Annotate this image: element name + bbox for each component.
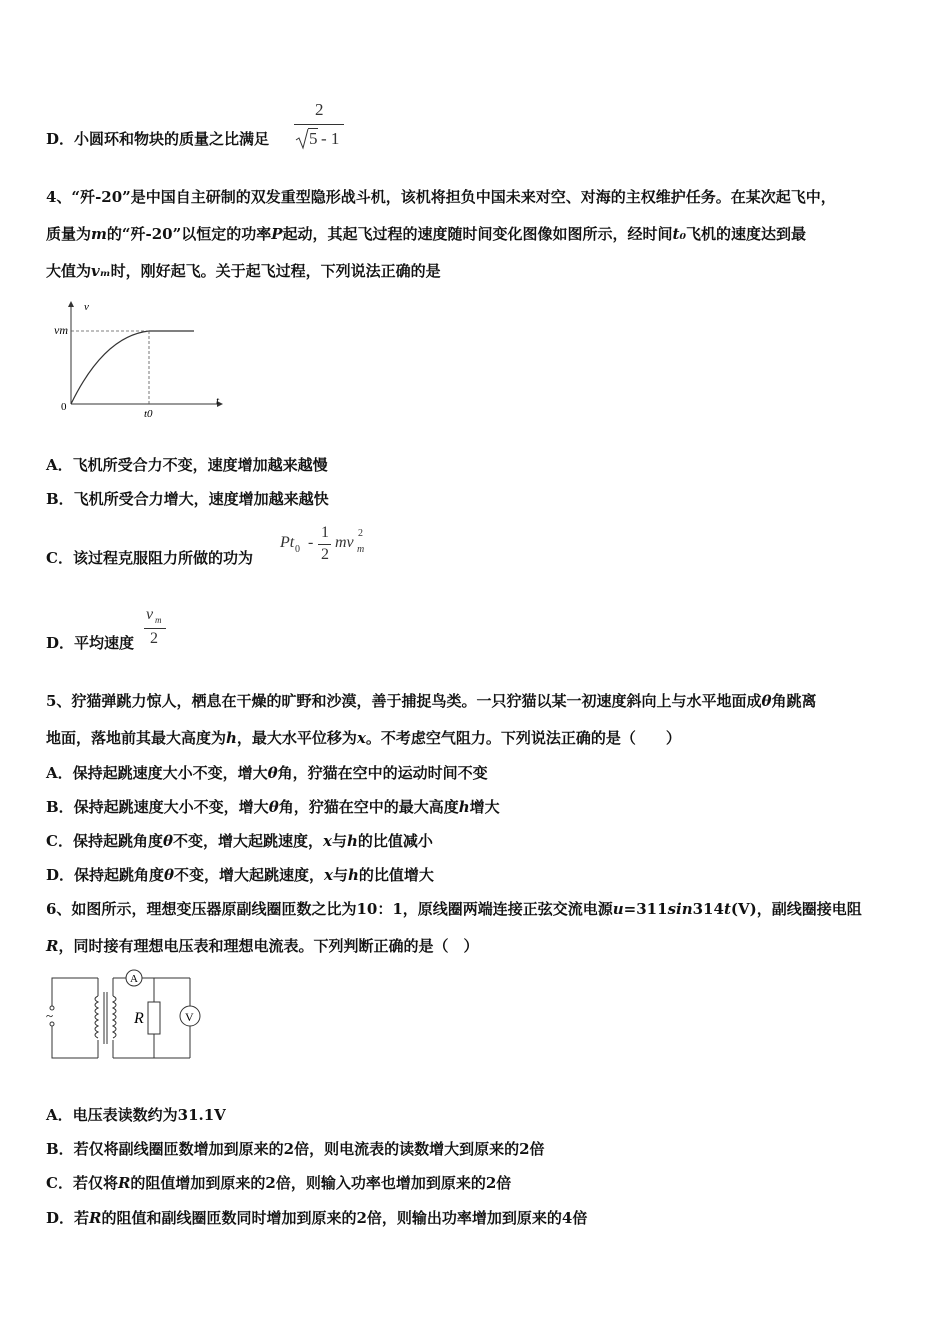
- graph-y-label: v: [84, 301, 89, 313]
- var-h: h: [226, 729, 237, 747]
- formula-v: v: [146, 606, 154, 623]
- text: 地面，落地前其最大高度为: [46, 729, 227, 747]
- var-u: u: [612, 900, 624, 918]
- var-sin: sin: [667, 900, 693, 918]
- ac-source-label: ~: [46, 1008, 54, 1023]
- q4-option-c: [46, 547, 253, 568]
- q6-option-b: [46, 1138, 545, 1159]
- var-vm: vₘ: [91, 262, 111, 280]
- var-x: x: [324, 866, 333, 884]
- text: 与: [331, 832, 347, 850]
- graph-x-label: t: [216, 395, 220, 407]
- text: 314: [692, 900, 724, 918]
- text: 与: [333, 866, 349, 884]
- q6-stem-line2: [46, 935, 478, 956]
- text: 不变，增大起跳速度，: [172, 832, 323, 850]
- text: 角，狞猫在空中的最大高度: [278, 798, 459, 816]
- ammeter-label: A: [130, 973, 138, 985]
- text: A．电压表读数约为31.1V: [46, 1106, 226, 1124]
- text: 5、狞猫弹跳力惊人，栖息在干燥的旷野和沙漠，善于捕捉鸟类。一只狞猫以某一初速度斜向上与水平地面成: [46, 692, 762, 710]
- text: D．若: [46, 1209, 90, 1227]
- text: 增大: [469, 798, 500, 816]
- formula-den: 2: [150, 630, 158, 647]
- var-x: x: [322, 832, 332, 850]
- formula-num: 1: [321, 524, 329, 541]
- q6-option-c: [46, 1172, 511, 1193]
- q5-option-a: [46, 762, 488, 783]
- q4-option-a: [46, 454, 328, 475]
- var-r: R: [117, 1174, 131, 1192]
- formula-v-sub: m: [155, 615, 162, 625]
- text: ，同时接有理想电压表和理想电流表。下列判断正确的是（ ）: [58, 937, 479, 955]
- var-m: m: [91, 225, 107, 243]
- secondary-coil: [113, 996, 116, 1038]
- text: A．飞机所受合力不变，速度增加越来越慢: [46, 456, 328, 474]
- var-h: h: [348, 866, 359, 884]
- q3-option-d: [46, 128, 269, 149]
- var-theta: θ: [162, 832, 173, 850]
- text: 飞机的速度达到最: [686, 225, 807, 243]
- q3-option-d-text: D．小圆环和物块的质量之比满足: [46, 130, 270, 148]
- q4-option-d: [46, 632, 134, 653]
- q4-stem-line2: [46, 223, 806, 244]
- q5-option-c: [46, 830, 433, 851]
- text: 。不考虑空气阻力。下列说法正确的是（ ）: [365, 729, 681, 747]
- var-theta: θ: [267, 764, 278, 782]
- transformer-circuit: [40, 966, 210, 1066]
- formula-mv: mv: [335, 534, 354, 551]
- text: B．飞机所受合力增大，速度增加越来越快: [46, 490, 329, 508]
- text: C．保持起跳角度: [46, 832, 163, 850]
- text: 6、如图所示，理想变压器原副线圈匝数之比为10：1，原线圈两端连接正弦交流电源: [46, 900, 613, 918]
- formula-sub-m: m: [357, 544, 365, 555]
- q5-option-b: [46, 796, 500, 817]
- text: 不变，增大起跳速度，: [174, 866, 325, 884]
- graph-t0-label: t0: [144, 408, 153, 420]
- var-r: R: [46, 937, 59, 955]
- text: 的比值增大: [358, 866, 434, 884]
- formula-den: 2: [321, 546, 329, 563]
- q5-stem-line1: [46, 690, 816, 711]
- resistor-symbol: [148, 1002, 160, 1034]
- var-p: P: [271, 225, 283, 243]
- formula-sub0: 0: [295, 544, 300, 555]
- q4-option-c-formula: [280, 524, 380, 570]
- formula-pt: Pt: [280, 534, 295, 551]
- text: 的阻值增加到原来的2倍，则输入功率也增加到原来的2倍: [130, 1174, 512, 1192]
- var-h: h: [458, 798, 470, 816]
- q4-stem-text: 4、“歼-20”是中国自主研制的双发重型隐形战斗机，该机将担负中国未来对空、对海的主权维护任务。在某次起飞中，: [46, 188, 836, 206]
- var-x: x: [356, 729, 366, 747]
- var-theta: θ: [268, 798, 279, 816]
- var-theta: θ: [761, 692, 772, 710]
- formula-minus: -: [308, 534, 314, 551]
- formula-sup: 2: [358, 528, 363, 539]
- var-t0: t₀: [672, 225, 687, 243]
- primary-wire-top: [52, 978, 98, 1006]
- voltmeter-label: V: [185, 1010, 194, 1024]
- graph-vm-label: vm: [54, 323, 68, 337]
- text: C．该过程克服阻力所做的功为: [46, 549, 253, 567]
- text: B．若仅将副线圈匝数增加到原来的2倍，则电流表的读数增大到原来的2倍: [46, 1140, 545, 1158]
- graph-curve: [71, 331, 149, 404]
- q6-option-a: [46, 1104, 226, 1125]
- var-t: t: [723, 900, 731, 918]
- text: 角跳离: [771, 692, 817, 710]
- q4-option-b: [46, 488, 329, 509]
- formula-numerator: 2: [315, 100, 324, 119]
- text: A．保持起跳速度大小不变，增大: [46, 764, 268, 782]
- graph-origin-label: 0: [61, 401, 67, 413]
- primary-coil: [95, 996, 98, 1038]
- text: (V): [730, 900, 757, 918]
- q3-option-d-formula: [294, 100, 354, 150]
- text: ，副线圈接电阻: [756, 900, 862, 918]
- radical-sign: [295, 128, 309, 150]
- resistor-label: R: [134, 1010, 144, 1027]
- q5-stem-line2: [46, 727, 681, 748]
- text: C．若仅将: [46, 1174, 118, 1192]
- q4-stem-line1: [46, 186, 836, 207]
- text: =311: [623, 900, 668, 918]
- text: 的比值减小: [357, 832, 433, 850]
- formula-radicand: 5: [309, 129, 318, 148]
- primary-wire-bottom: [52, 1026, 98, 1058]
- var-h: h: [346, 832, 358, 850]
- text: 质量为: [46, 225, 92, 243]
- q6-stem-line1: [46, 898, 862, 919]
- q4-stem-line3: [46, 260, 441, 281]
- var-r: R: [89, 1209, 102, 1227]
- text: 时，刚好起飞。关于起飞过程，下列说法正确的是: [110, 262, 441, 280]
- text: 起动，其起飞过程的速度随时间变化图像如图所示，经时间: [282, 225, 673, 243]
- vt-graph: [44, 296, 234, 426]
- text: 的阻值和副线圈匝数同时增加到原来的2倍，则输出功率增加到原来的4倍: [101, 1209, 588, 1227]
- var-theta: θ: [164, 866, 175, 884]
- formula-minus-one: - 1: [321, 129, 340, 148]
- q5-option-d: [46, 864, 434, 885]
- text: D．平均速度: [46, 634, 135, 652]
- text: 的“歼-20”以恒定的功率: [106, 225, 272, 243]
- text: D．保持起跳角度: [46, 866, 165, 884]
- q4-option-d-formula: [144, 606, 174, 652]
- q6-option-d: [46, 1207, 587, 1228]
- text: B．保持起跳速度大小不变，增大: [46, 798, 269, 816]
- text: 大值为: [46, 262, 92, 280]
- text: 角，狞猫在空中的运动时间不变: [277, 764, 488, 782]
- text: ，最大水平位移为: [236, 729, 357, 747]
